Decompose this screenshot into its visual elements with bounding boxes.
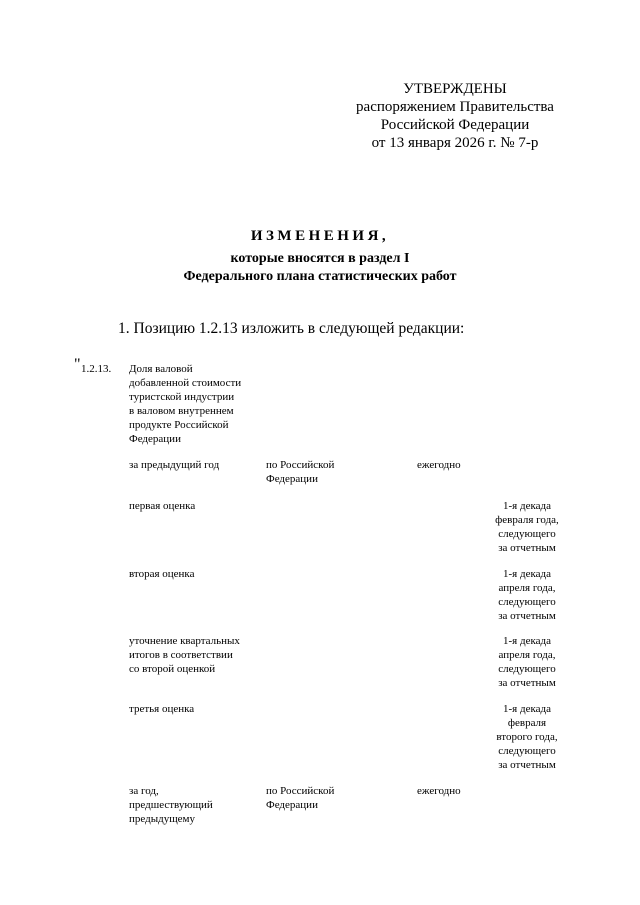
row-period-line: 1-я декада <box>503 568 551 580</box>
row-label-line: предшествующий <box>129 799 213 811</box>
row-scope-line: по Российской <box>266 785 335 797</box>
approval-block <box>340 80 570 152</box>
row-label <box>129 458 219 472</box>
approval-title: УТВЕРЖДЕНЫ <box>403 81 507 97</box>
row-period-line: 1-я декада <box>503 635 551 647</box>
row-period-line: апреля года, <box>498 582 556 594</box>
row-period <box>487 567 567 623</box>
row-label <box>129 784 213 826</box>
row-period-line: за отчетным <box>498 610 556 622</box>
row-scope <box>266 458 334 486</box>
position-name-line: туристской индустрии <box>129 391 235 403</box>
row-label-line: третья оценка <box>129 703 195 715</box>
row-period-line: за отчетным <box>498 542 556 554</box>
row-period-line: следующего <box>498 663 556 675</box>
row-period-line: следующего <box>498 596 556 608</box>
row-frequency: ежегодно <box>417 785 461 797</box>
row-period <box>487 499 567 555</box>
row-scope-line: Федерации <box>266 473 318 485</box>
row-period-line: апреля года, <box>498 649 556 661</box>
row-label-line: со второй оценкой <box>129 663 216 675</box>
position-name <box>129 362 241 446</box>
position-name-line: Федерации <box>129 433 181 445</box>
subtitle-line: которые вносятся в раздел I <box>230 251 410 266</box>
row-label-line: за предыдущий год <box>129 459 220 471</box>
row-frequency: ежегодно <box>417 459 461 471</box>
row-scope-line: по Российской <box>266 459 335 471</box>
position-name-line: Доля валовой <box>129 363 193 375</box>
row-period-line: следующего <box>498 745 556 757</box>
row-period-line: за отчетным <box>498 677 556 689</box>
document-subtitle <box>0 250 640 286</box>
row-period-line: 1-я декада <box>503 500 551 512</box>
position-number: 1.2.13. <box>81 363 112 375</box>
row-label-line: вторая оценка <box>129 568 195 580</box>
row-period-line: второго года, <box>496 731 558 743</box>
position-name-line: добавленной стоимости <box>129 377 242 389</box>
approval-date: от 13 января 2026 г. № 7-р <box>371 135 539 151</box>
row-period <box>487 634 567 690</box>
document-title: ИЗМЕНЕНИЯ, <box>250 228 390 244</box>
approval-line: Российской Федерации <box>380 117 530 133</box>
row-period-line: 1-я декада <box>503 703 551 715</box>
row-label-line: первая оценка <box>129 500 196 512</box>
row-label <box>129 499 195 513</box>
row-scope <box>266 784 334 812</box>
position-name-line: в валовом внутреннем <box>129 405 234 417</box>
row-label-line: предыдущему <box>129 813 196 825</box>
row-label <box>129 702 194 716</box>
row-label-line: итогов в соответствии <box>129 649 233 661</box>
paragraph-1: 1. Позицию 1.2.13 изложить в следующей редакции: <box>118 320 465 337</box>
approval-line: распоряжением Правительства <box>356 99 554 115</box>
opening-quote: " <box>74 356 81 373</box>
row-label-line: уточнение квартальных <box>129 635 240 647</box>
row-period-line: февраля <box>507 717 547 729</box>
row-label <box>129 634 240 676</box>
position-name-line: продукте Российской <box>129 419 229 431</box>
row-scope-line: Федерации <box>266 799 318 811</box>
row-label-line: за год, <box>129 785 159 797</box>
subtitle-line: Федерального плана статистических работ <box>183 269 457 284</box>
row-period-line: следующего <box>498 528 556 540</box>
row-period <box>487 702 567 772</box>
row-label <box>129 567 195 581</box>
row-period-line: за отчетным <box>498 759 556 771</box>
row-period-line: февраля года, <box>495 514 559 526</box>
